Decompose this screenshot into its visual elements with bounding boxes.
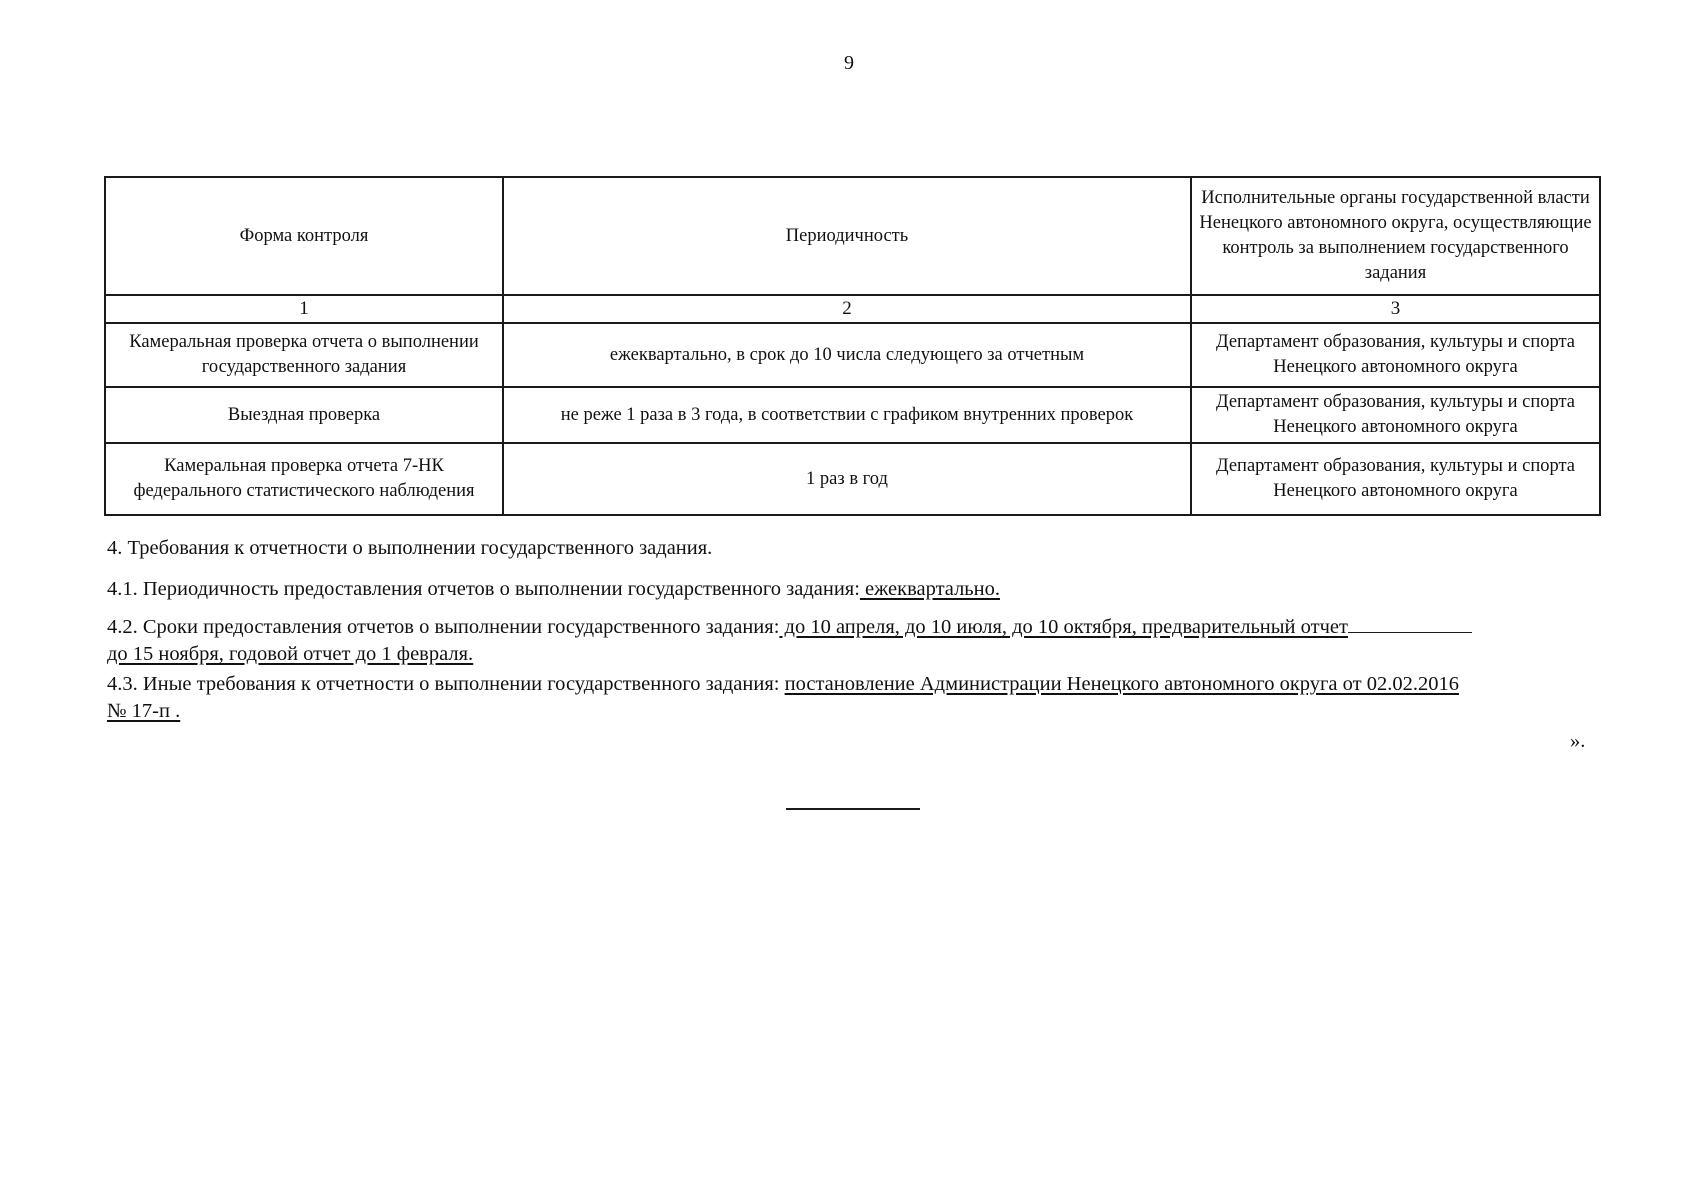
section-4-3 [107,671,1599,725]
control-table [104,176,1601,516]
section-4-2-fill-line [1348,614,1472,633]
section-4-3-value-line2: № 17-п . [107,700,181,722]
cell-form: Камеральная проверка отчета 7-НК федерального статистического наблюдения [105,443,503,515]
header-cell-form: Форма контроля [105,177,503,295]
header-cell-period: Периодичность [503,177,1191,295]
section-4-heading [107,535,1599,562]
cell-form: Выездная проверка [105,387,503,443]
section-4-1-label: 4.1. Периодичность предоставления отчетов о выполнении государственного задания: [107,578,860,600]
table-column-numbers-row [105,295,1600,323]
section-4-2-value-line1: до 10 апреля, до 10 июля, до 10 октября, предварительный отчет [779,616,1348,638]
header-cell-body: Исполнительные органы государственной власти Ненецкого автономного округа, осуществляющие контроль за выполнением государственного задания [1191,177,1600,295]
section-4-2-label: 4.2. Сроки предоставления отчетов о выполнении государственного задания: [107,616,780,638]
closing-quote-mark: ». [1570,730,1586,752]
section-4-text: 4. Требования к отчетности о выполнении государственного задания. [107,537,713,559]
cell-period: не реже 1 раза в 3 года, в соответствии с графиком внутренних проверок [503,387,1191,443]
page-number: 9 [844,52,854,74]
table-header-row [105,177,1600,295]
column-number-cell: 1 [105,295,503,323]
cell-period: 1 раз в год [503,443,1191,515]
section-4-2 [107,614,1599,668]
cell-form: Камеральная проверка отчета о выполнении государственного задания [105,323,503,387]
cell-body: Департамент образования, культуры и спорта Ненецкого автономного округа [1191,387,1600,443]
column-number-cell: 3 [1191,295,1600,323]
table-row [105,443,1600,515]
section-4-1 [107,576,1599,603]
column-number-cell: 2 [503,295,1191,323]
table-row [105,323,1600,387]
cell-period: ежеквартально, в срок до 10 числа следующего за отчетным [503,323,1191,387]
end-divider-line [786,808,920,810]
cell-body: Департамент образования, культуры и спорта Ненецкого автономного округа [1191,443,1600,515]
section-4-2-value-line2: до 15 ноября, годовой отчет до 1 февраля. [107,643,474,665]
cell-body: Департамент образования, культуры и спорта Ненецкого автономного округа [1191,323,1600,387]
section-4-1-value: ежеквартально. [859,578,1000,600]
section-4-3-label: 4.3. Иные требования к отчетности о выполнении государственного задания: [107,673,780,695]
table-row [105,387,1600,443]
section-4-3-value-line1: постановление Администрации Ненецкого автономного округа от 02.02.2016 [784,673,1459,695]
